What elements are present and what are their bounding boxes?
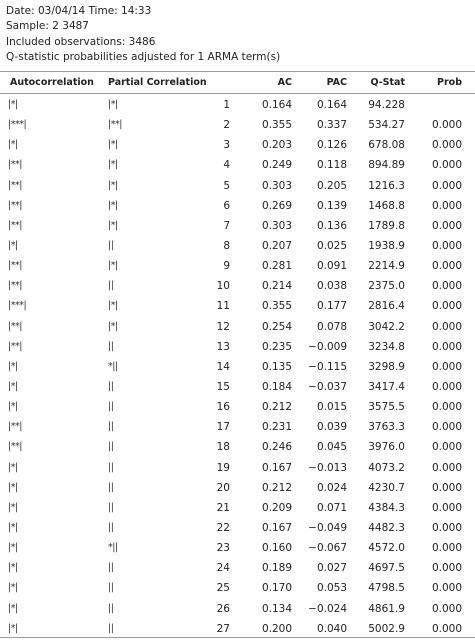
table-row	[0, 256, 475, 276]
cell-pac-value: 0.078	[316, 320, 347, 333]
col-partial-correlation: Partial Correlation	[108, 77, 207, 88]
cell-q-stat: 2214.9	[368, 260, 405, 273]
cell-pac-value: 0.040	[316, 622, 347, 635]
cell-ac-bar: |*|	[8, 602, 18, 614]
cell-prob: 0.000	[431, 421, 462, 434]
cell-ac-value: 0.135	[261, 360, 292, 373]
cell-prob: 0.000	[431, 401, 462, 414]
cell-ac-bar: |*|	[8, 542, 18, 554]
cell-prob: 0.000	[431, 300, 462, 313]
table-row	[0, 377, 475, 397]
cell-q-stat: 1789.8	[368, 219, 405, 232]
cell-q-stat: 3417.4	[368, 380, 405, 393]
table-row	[0, 558, 475, 578]
cell-q-stat: 2816.4	[368, 300, 405, 313]
col-ac: AC	[277, 77, 292, 88]
cell-lag: 13	[216, 340, 230, 353]
cell-lag: 23	[216, 542, 230, 555]
cell-q-stat: 4384.3	[368, 501, 405, 514]
cell-lag: 5	[223, 179, 230, 192]
table-row	[0, 498, 475, 518]
cell-ac-value: 0.281	[261, 260, 292, 273]
cell-lag: 4	[223, 159, 230, 172]
cell-prob: 0.000	[431, 582, 462, 595]
cell-ac-value: 0.209	[261, 501, 292, 514]
cell-q-stat: 3575.5	[368, 401, 405, 414]
cell-ac-value: 0.189	[261, 562, 292, 575]
cell-pac-bar: ||	[108, 340, 114, 352]
cell-prob: 0.000	[431, 239, 462, 252]
cell-pac-value: 0.071	[316, 501, 347, 514]
cell-ac-value: 0.269	[261, 199, 292, 212]
cell-prob: 0.000	[431, 159, 462, 172]
table-row	[0, 115, 475, 135]
cell-q-stat: 2375.0	[368, 280, 405, 293]
cell-pac-value: 0.136	[316, 219, 347, 232]
cell-lag: 24	[216, 562, 230, 575]
cell-prob: 0.000	[431, 622, 462, 635]
cell-ac-bar: |**|	[8, 280, 22, 292]
cell-q-stat: 4482.3	[368, 521, 405, 534]
table-row	[0, 216, 475, 236]
cell-ac-bar: |*|	[8, 461, 18, 473]
cell-pac-bar: ||	[108, 481, 114, 493]
cell-lag: 12	[216, 320, 230, 333]
table-bottom-rule	[0, 637, 475, 638]
cell-pac-value: 0.027	[316, 562, 347, 575]
cell-ac-value: 0.203	[261, 139, 292, 152]
cell-pac-value: 0.045	[316, 441, 347, 454]
cell-lag: 19	[216, 461, 230, 474]
table-row	[0, 135, 475, 155]
cell-q-stat: 1216.3	[368, 179, 405, 192]
cell-pac-bar: ||	[108, 562, 114, 574]
cell-pac-bar: |*|	[108, 139, 118, 151]
cell-prob: 0.000	[431, 340, 462, 353]
cell-pac-value: 0.118	[316, 159, 347, 172]
cell-lag: 2	[223, 119, 230, 132]
table-row	[0, 236, 475, 256]
cell-pac-bar: |*|	[108, 300, 118, 312]
table-row	[0, 357, 475, 377]
cell-lag: 14	[216, 360, 230, 373]
cell-prob: 0.000	[431, 521, 462, 534]
cell-ac-bar: |**|	[8, 179, 22, 191]
cell-lag: 7	[223, 219, 230, 232]
cell-ac-value: 0.303	[261, 219, 292, 232]
cell-ac-value: 0.167	[261, 461, 292, 474]
cell-prob: 0.000	[431, 481, 462, 494]
cell-prob: 0.000	[431, 119, 462, 132]
cell-pac-bar: |*|	[108, 199, 118, 211]
cell-ac-bar: |*|	[8, 562, 18, 574]
cell-prob: 0.000	[431, 441, 462, 454]
cell-ac-bar: |*|	[8, 501, 18, 513]
cell-pac-bar: ||	[108, 622, 114, 634]
cell-q-stat: 3763.3	[368, 421, 405, 434]
cell-pac-value: −0.024	[308, 602, 347, 615]
cell-q-stat: 1468.8	[368, 199, 405, 212]
cell-ac-bar: |**|	[8, 421, 22, 433]
cell-pac-value: 0.039	[316, 421, 347, 434]
cell-ac-value: 0.235	[261, 340, 292, 353]
cell-pac-bar: |*|	[108, 320, 118, 332]
cell-pac-bar: |*|	[108, 159, 118, 171]
cell-ac-bar: |**|	[8, 159, 22, 171]
header-sample: Sample: 2 3487	[6, 20, 89, 33]
cell-q-stat: 3234.8	[368, 340, 405, 353]
cell-pac-value: 0.337	[316, 119, 347, 132]
cell-lag: 11	[216, 300, 230, 313]
cell-ac-value: 0.134	[261, 602, 292, 615]
cell-lag: 16	[216, 401, 230, 414]
cell-q-stat: 4572.0	[368, 542, 405, 555]
cell-ac-bar: |*|	[8, 380, 18, 392]
cell-q-stat: 4230.7	[368, 481, 405, 494]
cell-pac-bar: ||	[108, 461, 114, 473]
correlogram-rows	[0, 95, 475, 639]
cell-lag: 3	[223, 139, 230, 152]
cell-ac-bar: |*|	[8, 139, 18, 151]
cell-pac-bar: |*|	[108, 260, 118, 272]
cell-pac-value: 0.038	[316, 280, 347, 293]
cell-lag: 8	[223, 239, 230, 252]
cell-ac-bar: |**|	[8, 441, 22, 453]
col-prob: Prob	[437, 77, 462, 88]
cell-ac-bar: |*|	[8, 239, 18, 251]
cell-pac-value: 0.024	[316, 481, 347, 494]
cell-ac-bar: |*|	[8, 622, 18, 634]
cell-ac-bar: |*|	[8, 582, 18, 594]
cell-ac-value: 0.200	[261, 622, 292, 635]
cell-prob: 0.000	[431, 542, 462, 555]
cell-ac-bar: |*|	[8, 360, 18, 372]
cell-pac-bar: ||	[108, 421, 114, 433]
cell-lag: 26	[216, 602, 230, 615]
cell-pac-value: −0.013	[308, 461, 347, 474]
table-row	[0, 578, 475, 598]
cell-prob: 0.000	[431, 260, 462, 273]
header-q-stat-note: Q-statistic probabilities adjusted for 1 ARMA term(s)	[6, 51, 281, 64]
cell-pac-bar: |*|	[108, 99, 118, 110]
table-row	[0, 337, 475, 357]
cell-q-stat: 3976.0	[368, 441, 405, 454]
cell-q-stat: 4697.5	[368, 562, 405, 575]
cell-ac-value: 0.246	[261, 441, 292, 454]
cell-pac-value: −0.115	[308, 360, 347, 373]
cell-lag: 15	[216, 380, 230, 393]
table-row	[0, 599, 475, 619]
cell-prob: 0.000	[431, 380, 462, 393]
cell-lag: 22	[216, 521, 230, 534]
cell-ac-bar: |*|	[8, 401, 18, 413]
cell-prob: 0.000	[431, 602, 462, 615]
cell-prob: 0.000	[431, 219, 462, 232]
table-row	[0, 518, 475, 538]
cell-lag: 27	[216, 622, 230, 635]
cell-pac-value: −0.009	[308, 340, 347, 353]
cell-ac-bar: |*|	[8, 481, 18, 493]
cell-ac-bar: |**|	[8, 260, 22, 272]
cell-ac-value: 0.164	[261, 99, 292, 111]
cell-ac-value: 0.212	[261, 401, 292, 414]
cell-pac-bar: |*|	[108, 179, 118, 191]
table-row	[0, 478, 475, 498]
cell-lag: 6	[223, 199, 230, 212]
cell-pac-value: 0.015	[316, 401, 347, 414]
cell-lag: 17	[216, 421, 230, 434]
cell-q-stat: 4073.2	[368, 461, 405, 474]
cell-ac-value: 0.170	[261, 582, 292, 595]
cell-prob: 0.000	[431, 320, 462, 333]
cell-prob: 0.000	[431, 280, 462, 293]
header-date-time: Date: 03/04/14 Time: 14:33	[6, 5, 152, 17]
cell-q-stat: 5002.9	[368, 622, 405, 635]
cell-pac-bar: ||	[108, 239, 114, 251]
cell-ac-value: 0.254	[261, 320, 292, 333]
cell-lag: 10	[216, 280, 230, 293]
cell-pac-bar: ||	[108, 401, 114, 413]
cell-q-stat: 3042.2	[368, 320, 405, 333]
cell-lag: 20	[216, 481, 230, 494]
table-row	[0, 417, 475, 437]
cell-pac-bar: ||	[108, 582, 114, 594]
cell-pac-value: 0.177	[316, 300, 347, 313]
cell-ac-value: 0.160	[261, 542, 292, 555]
cell-ac-value: 0.303	[261, 179, 292, 192]
cell-pac-bar: *||	[108, 542, 118, 554]
table-row	[0, 619, 475, 639]
cell-ac-bar: |**|	[8, 340, 22, 352]
col-pac: PAC	[326, 77, 347, 88]
col-autocorrelation: Autocorrelation	[10, 77, 94, 88]
cell-q-stat: 4861.9	[368, 602, 405, 615]
cell-pac-value: 0.025	[316, 239, 347, 252]
cell-prob: 0.000	[431, 461, 462, 474]
header-observations: Included observations: 3486	[6, 35, 156, 48]
cell-ac-value: 0.167	[261, 521, 292, 534]
table-row	[0, 176, 475, 196]
cell-pac-bar: ||	[108, 521, 114, 533]
cell-q-stat: 534.27	[368, 119, 405, 132]
cell-q-stat: 894.89	[368, 159, 405, 172]
table-row	[0, 538, 475, 558]
output-header	[0, 0, 475, 66]
cell-lag: 1	[223, 99, 230, 111]
cell-prob: 0.000	[431, 562, 462, 575]
cell-pac-bar: ||	[108, 501, 114, 513]
cell-ac-value: 0.212	[261, 481, 292, 494]
cell-lag: 9	[223, 260, 230, 273]
cell-prob: 0.000	[431, 360, 462, 373]
cell-ac-value: 0.355	[261, 119, 292, 132]
cell-ac-value: 0.249	[261, 159, 292, 172]
cell-lag: 25	[216, 582, 230, 595]
cell-ac-bar: |***|	[8, 119, 27, 131]
table-row	[0, 296, 475, 316]
cell-q-stat: 1938.9	[368, 239, 405, 252]
table-header-rule	[0, 93, 475, 94]
cell-lag: 18	[216, 441, 230, 454]
table-row	[0, 397, 475, 417]
cell-pac-bar: ||	[108, 441, 114, 453]
cell-pac-value: 0.205	[316, 179, 347, 192]
table-row	[0, 276, 475, 296]
cell-q-stat: 678.08	[368, 139, 405, 152]
cell-ac-value: 0.355	[261, 300, 292, 313]
cell-pac-value: 0.126	[316, 139, 347, 152]
cell-ac-value: 0.214	[261, 280, 292, 293]
cell-q-stat: 4798.5	[368, 582, 405, 595]
cell-pac-bar: |**|	[108, 119, 122, 131]
cell-pac-value: 0.139	[316, 199, 347, 212]
cell-pac-value: 0.091	[316, 260, 347, 273]
table-top-rule	[0, 71, 475, 72]
cell-q-stat: 94.228	[368, 99, 405, 111]
cell-pac-value: −0.049	[308, 521, 347, 534]
cell-pac-value: 0.164	[316, 99, 347, 111]
cell-pac-bar: ||	[108, 280, 114, 292]
table-row	[0, 437, 475, 457]
cell-ac-value: 0.184	[261, 380, 292, 393]
cell-pac-bar: ||	[108, 380, 114, 392]
cell-ac-bar: |***|	[8, 300, 27, 312]
cell-ac-bar: |**|	[8, 219, 22, 231]
cell-ac-bar: |*|	[8, 521, 18, 533]
cell-pac-bar: |*|	[108, 219, 118, 231]
table-row	[0, 95, 475, 115]
cell-pac-bar: ||	[108, 602, 114, 614]
cell-prob: 0.000	[431, 199, 462, 212]
cell-lag: 21	[216, 501, 230, 514]
column-headers	[0, 77, 475, 91]
table-row	[0, 317, 475, 337]
cell-q-stat: 3298.9	[368, 360, 405, 373]
table-row	[0, 155, 475, 175]
table-row	[0, 458, 475, 478]
cell-ac-value: 0.231	[261, 421, 292, 434]
cell-pac-value: −0.037	[308, 380, 347, 393]
cell-ac-bar: |**|	[8, 320, 22, 332]
table-row	[0, 196, 475, 216]
cell-prob: 0.000	[431, 179, 462, 192]
col-q-stat: Q-Stat	[370, 77, 405, 88]
cell-pac-value: −0.067	[308, 542, 347, 555]
cell-prob: 0.000	[431, 139, 462, 152]
cell-ac-value: 0.207	[261, 239, 292, 252]
cell-ac-bar: |**|	[8, 199, 22, 211]
cell-ac-bar: |*|	[8, 99, 18, 110]
cell-prob: 0.000	[431, 501, 462, 514]
cell-pac-value: 0.053	[316, 582, 347, 595]
cell-pac-bar: *||	[108, 360, 118, 372]
